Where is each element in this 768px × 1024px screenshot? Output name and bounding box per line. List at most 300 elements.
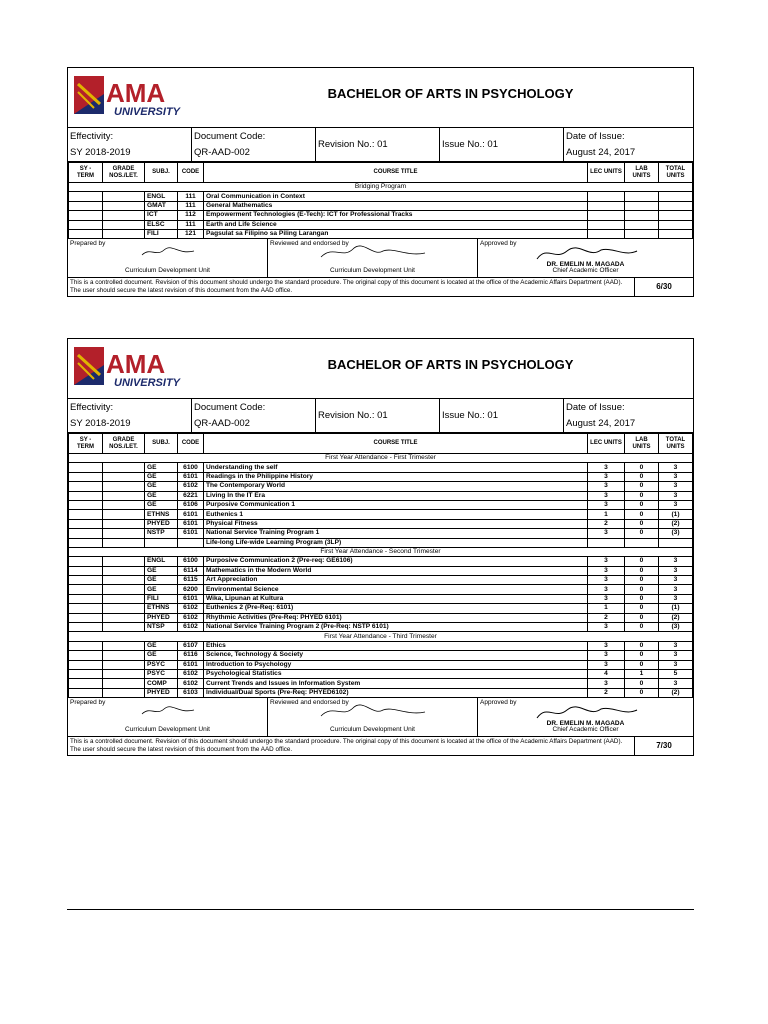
table-row: [69, 463, 693, 472]
course-table-page-1: [68, 162, 693, 239]
table-row: [69, 192, 693, 201]
table-row: [69, 211, 693, 220]
approved-name: DR. EMELIN M. MAGADA: [546, 261, 625, 269]
lab-cell: 0: [625, 529, 659, 538]
grade-cell: [103, 463, 145, 472]
subj-cell: NTSP: [145, 623, 178, 632]
term-cell: [69, 688, 103, 697]
table-row: [69, 679, 693, 688]
term-cell: [69, 538, 103, 547]
col-term: SY - TERM: [69, 434, 103, 454]
title-cell: Purposive Communication 2 (Pre-req: GE6106): [204, 557, 588, 566]
subj-cell: ICT: [145, 211, 178, 220]
title-cell: Euthenics 1: [204, 510, 588, 519]
lec-cell: 1: [588, 510, 625, 519]
page-header: [68, 339, 693, 399]
controlled-document-notice: This is a controlled document. Revision of this document should undergo the standard procedure. The original copy of this document is located at the office of the Academic Affairs Department (AAD). The user should secure the latest revision of this document from the AAD office.: [68, 278, 635, 296]
total-cell: 3: [659, 482, 693, 491]
table-header-row: [69, 434, 693, 454]
grade-cell: [103, 688, 145, 697]
title-cell: Empowerment Technologies (E-Tech): ICT for Professional Tracks: [204, 211, 588, 220]
subj-cell: GE: [145, 576, 178, 585]
lab-cell: 1: [625, 669, 659, 678]
term-cell: [69, 641, 103, 650]
lec-cell: [588, 538, 625, 547]
reviewed-by-label: Reviewed and endorsed by: [270, 699, 349, 707]
signature-block: [68, 239, 693, 278]
title-cell: Pagsulat sa Filipino sa Piling Larangan: [204, 229, 588, 238]
title-cell: The Contemporary World: [204, 482, 588, 491]
col-total: TOTAL UNITS: [659, 434, 693, 454]
title-cell: Individual/Dual Sports (Pre-Req: PHYED6102): [204, 688, 588, 697]
total-cell: [659, 229, 693, 238]
grade-cell: [103, 201, 145, 210]
approved-by-label: Approved by: [480, 240, 517, 248]
col-title: COURSE TITLE: [204, 163, 588, 183]
subj-cell: GE: [145, 641, 178, 650]
lec-cell: 3: [588, 641, 625, 650]
subj-cell: GE: [145, 482, 178, 491]
lec-cell: 2: [588, 613, 625, 622]
code-value: QR-AAD-002: [194, 147, 250, 158]
code-cell: 111: [178, 220, 204, 229]
total-cell: 3: [659, 641, 693, 650]
reviewed-by-label: Reviewed and endorsed by: [270, 240, 349, 248]
col-lec: LEC UNITS: [588, 434, 625, 454]
date-label: Date of Issue:: [566, 402, 625, 413]
subj-cell: PHYED: [145, 688, 178, 697]
section-row: [69, 632, 693, 641]
document-footer: [68, 737, 693, 755]
grade-cell: [103, 491, 145, 500]
lec-cell: 3: [588, 491, 625, 500]
title-cell: Euthenics 2 (Pre-Req: 6101): [204, 604, 588, 613]
grade-cell: [103, 211, 145, 220]
title-cell: National Service Training Program 2 (Pre-Req: NSTP 6101): [204, 623, 588, 632]
lab-cell: 0: [625, 613, 659, 622]
code-cell: 6200: [178, 585, 204, 594]
table-row: [69, 688, 693, 697]
grade-cell: [103, 576, 145, 585]
lab-cell: 0: [625, 660, 659, 669]
title-cell: National Service Training Program 1: [204, 529, 588, 538]
code-cell: 6102: [178, 679, 204, 688]
total-cell: 3: [659, 566, 693, 575]
table-row: [69, 510, 693, 519]
code-cell: 6101: [178, 510, 204, 519]
grade-cell: [103, 557, 145, 566]
code-cell: 6102: [178, 623, 204, 632]
code-cell: 6100: [178, 463, 204, 472]
code-cell: [178, 538, 204, 547]
document-title: BACHELOR OF ARTS IN PSYCHOLOGY: [327, 86, 574, 101]
col-code: CODE: [178, 163, 204, 183]
lab-cell: 0: [625, 641, 659, 650]
col-title: COURSE TITLE: [204, 434, 588, 454]
total-cell: 5: [659, 669, 693, 678]
approved-by-label: Approved by: [480, 699, 517, 707]
term-cell: [69, 201, 103, 210]
section-title: Bridging Program: [69, 183, 693, 192]
prepared-by-label: Prepared by: [70, 699, 106, 707]
lab-cell: 0: [625, 500, 659, 509]
subj-cell: FILI: [145, 594, 178, 603]
code-cell: 6115: [178, 576, 204, 585]
total-cell: 3: [659, 594, 693, 603]
lab-cell: 0: [625, 651, 659, 660]
subj-cell: ENGL: [145, 557, 178, 566]
lab-cell: 0: [625, 557, 659, 566]
subj-cell: ETHNS: [145, 604, 178, 613]
ama-university-logo: [74, 345, 194, 391]
lab-cell: 0: [625, 623, 659, 632]
total-cell: (3): [659, 623, 693, 632]
lec-cell: 3: [588, 585, 625, 594]
term-cell: [69, 482, 103, 491]
grade-cell: [103, 585, 145, 594]
col-term: SY - TERM: [69, 163, 103, 183]
svg-text:AMA: AMA: [106, 78, 166, 108]
lec-cell: 4: [588, 669, 625, 678]
title-cell: Science, Technology & Society: [204, 651, 588, 660]
table-row: [69, 594, 693, 603]
document-page-2: [67, 338, 694, 756]
total-cell: (1): [659, 510, 693, 519]
title-cell: Art Appreciation: [204, 576, 588, 585]
document-page-1: [67, 67, 694, 297]
section-row: [69, 547, 693, 556]
subj-cell: [145, 538, 178, 547]
document-footer: [68, 278, 693, 296]
controlled-document-notice: This is a controlled document. Revision of this document should undergo the standard procedure. The original copy of this document is located at the office of the Academic Affairs Department (AAD). The user should secure the latest revision of this document from the AAD office.: [68, 737, 635, 755]
table-row: [69, 623, 693, 632]
grade-cell: [103, 500, 145, 509]
reviewed-name: Curriculum Development Unit: [330, 267, 415, 275]
date-value: August 24, 2017: [566, 147, 636, 158]
section-row: [69, 183, 693, 192]
prepared-signature: [138, 245, 198, 259]
total-cell: 3: [659, 491, 693, 500]
code-cell: 6102: [178, 669, 204, 678]
lec-cell: 2: [588, 519, 625, 528]
document-meta: [68, 128, 693, 162]
subj-cell: GE: [145, 585, 178, 594]
total-cell: (2): [659, 613, 693, 622]
lab-cell: 0: [625, 472, 659, 481]
table-row: [69, 529, 693, 538]
page-header: [68, 68, 693, 128]
term-cell: [69, 229, 103, 238]
col-grade: GRADE NOS./LET.: [103, 434, 145, 454]
subj-cell: GE: [145, 463, 178, 472]
title-cell: Rhythmic Activities (Pre-Req: PHYED 6101): [204, 613, 588, 622]
table-row: [69, 538, 693, 547]
lab-cell: 0: [625, 519, 659, 528]
col-subj: SUBJ.: [145, 434, 178, 454]
table-row: [69, 491, 693, 500]
grade-cell: [103, 220, 145, 229]
title-cell: Ethics: [204, 641, 588, 650]
table-row: [69, 220, 693, 229]
subj-cell: ELSC: [145, 220, 178, 229]
term-cell: [69, 557, 103, 566]
lab-cell: 0: [625, 576, 659, 585]
table-row: [69, 500, 693, 509]
grade-cell: [103, 669, 145, 678]
col-subj: SUBJ.: [145, 163, 178, 183]
table-header-row: [69, 163, 693, 183]
revision-no: Revision No.: 01: [318, 139, 388, 150]
term-cell: [69, 500, 103, 509]
term-cell: [69, 510, 103, 519]
term-cell: [69, 604, 103, 613]
code-cell: 6101: [178, 519, 204, 528]
subj-cell: ENGL: [145, 192, 178, 201]
grade-cell: [103, 229, 145, 238]
table-row: [69, 651, 693, 660]
page-separator-line: [67, 909, 694, 910]
subj-cell: GE: [145, 500, 178, 509]
code-cell: 121: [178, 229, 204, 238]
grade-cell: [103, 604, 145, 613]
prepared-by-label: Prepared by: [70, 240, 106, 248]
code-cell: 6103: [178, 688, 204, 697]
lab-cell: [625, 192, 659, 201]
code-cell: 6101: [178, 660, 204, 669]
title-cell: Psychological Statistics: [204, 669, 588, 678]
section-title: First Year Attendance - Third Trimester: [69, 632, 693, 641]
total-cell: 3: [659, 679, 693, 688]
svg-text:UNIVERSITY: UNIVERSITY: [114, 106, 181, 118]
total-cell: (2): [659, 688, 693, 697]
approved-role: Chief Academic Officer: [552, 726, 619, 734]
term-cell: [69, 472, 103, 481]
lec-cell: [588, 220, 625, 229]
title-cell: Earth and Life Science: [204, 220, 588, 229]
total-cell: 3: [659, 576, 693, 585]
issue-no: Issue No.: 01: [442, 139, 498, 150]
table-row: [69, 604, 693, 613]
table-row: [69, 482, 693, 491]
lab-cell: [625, 211, 659, 220]
total-cell: 3: [659, 557, 693, 566]
total-cell: [659, 211, 693, 220]
code-cell: 6107: [178, 641, 204, 650]
approved-role: Chief Academic Officer: [552, 267, 619, 275]
grade-cell: [103, 472, 145, 481]
lab-cell: 0: [625, 491, 659, 500]
lab-cell: 0: [625, 463, 659, 472]
table-row: [69, 641, 693, 650]
total-cell: 3: [659, 651, 693, 660]
title-cell: Life-long Life-wide Learning Program (3LP): [204, 538, 588, 547]
lab-cell: [625, 229, 659, 238]
term-cell: [69, 566, 103, 575]
code-cell: 112: [178, 211, 204, 220]
col-lab: LAB UNITS: [625, 163, 659, 183]
subj-cell: GE: [145, 491, 178, 500]
grade-cell: [103, 519, 145, 528]
lec-cell: 3: [588, 566, 625, 575]
total-cell: 3: [659, 660, 693, 669]
subj-cell: ETHNS: [145, 510, 178, 519]
lab-cell: 0: [625, 688, 659, 697]
term-cell: [69, 585, 103, 594]
reviewed-signature: [313, 704, 433, 720]
lab-cell: [625, 220, 659, 229]
effectivity-label: Effectivity:: [70, 402, 114, 413]
title-cell: General Mathematics: [204, 201, 588, 210]
prepared-signature: [138, 704, 198, 718]
lab-cell: [625, 538, 659, 547]
code-cell: 6101: [178, 529, 204, 538]
term-cell: [69, 623, 103, 632]
revision-no: Revision No.: 01: [318, 410, 388, 421]
subj-cell: PHYED: [145, 519, 178, 528]
term-cell: [69, 669, 103, 678]
reviewed-name: Curriculum Development Unit: [330, 726, 415, 734]
term-cell: [69, 220, 103, 229]
lab-cell: 0: [625, 604, 659, 613]
svg-text:UNIVERSITY: UNIVERSITY: [114, 377, 181, 389]
term-cell: [69, 594, 103, 603]
title-cell: Readings in the Philippine History: [204, 472, 588, 481]
lec-cell: 3: [588, 472, 625, 481]
term-cell: [69, 463, 103, 472]
signature-block: [68, 698, 693, 737]
table-row: [69, 669, 693, 678]
code-cell: 6106: [178, 500, 204, 509]
col-code: CODE: [178, 434, 204, 454]
title-cell: Understanding the self: [204, 463, 588, 472]
page-number: 7/30: [656, 741, 672, 751]
grade-cell: [103, 623, 145, 632]
table-row: [69, 519, 693, 528]
col-lec: LEC UNITS: [588, 163, 625, 183]
lec-cell: 3: [588, 594, 625, 603]
grade-cell: [103, 651, 145, 660]
effectivity-value: SY 2018-2019: [70, 418, 131, 429]
term-cell: [69, 576, 103, 585]
reviewed-signature: [313, 245, 433, 261]
table-row: [69, 585, 693, 594]
total-cell: [659, 192, 693, 201]
term-cell: [69, 192, 103, 201]
grade-cell: [103, 510, 145, 519]
code-cell: 111: [178, 192, 204, 201]
col-total: TOTAL UNITS: [659, 163, 693, 183]
code-cell: 6114: [178, 566, 204, 575]
title-cell: Current Trends and Issues in Information System: [204, 679, 588, 688]
total-cell: (2): [659, 519, 693, 528]
term-cell: [69, 679, 103, 688]
code-cell: 6102: [178, 482, 204, 491]
col-grade: GRADE NOS./LET.: [103, 163, 145, 183]
table-row: [69, 557, 693, 566]
term-cell: [69, 491, 103, 500]
subj-cell: PSYC: [145, 669, 178, 678]
lab-cell: 0: [625, 566, 659, 575]
term-cell: [69, 613, 103, 622]
lab-cell: 0: [625, 482, 659, 491]
section-title: First Year Attendance - Second Trimester: [69, 547, 693, 556]
table-row: [69, 566, 693, 575]
grade-cell: [103, 566, 145, 575]
table-row: [69, 472, 693, 481]
grade-cell: [103, 594, 145, 603]
title-cell: Oral Communication in Context: [204, 192, 588, 201]
document-title: BACHELOR OF ARTS IN PSYCHOLOGY: [327, 357, 574, 372]
title-cell: Purposive Communication 1: [204, 500, 588, 509]
ama-university-logo: [74, 74, 194, 120]
lec-cell: 3: [588, 576, 625, 585]
lab-cell: 0: [625, 594, 659, 603]
lab-cell: [625, 201, 659, 210]
total-cell: (3): [659, 529, 693, 538]
approved-name: DR. EMELIN M. MAGADA: [546, 720, 625, 728]
total-cell: 3: [659, 472, 693, 481]
term-cell: [69, 211, 103, 220]
total-cell: 3: [659, 463, 693, 472]
code-cell: 111: [178, 201, 204, 210]
lab-cell: 0: [625, 679, 659, 688]
total-cell: (1): [659, 604, 693, 613]
total-cell: 3: [659, 500, 693, 509]
term-cell: [69, 529, 103, 538]
date-label: Date of Issue:: [566, 131, 625, 142]
grade-cell: [103, 529, 145, 538]
code-cell: 6102: [178, 613, 204, 622]
grade-cell: [103, 613, 145, 622]
title-cell: Physical Fitness: [204, 519, 588, 528]
lec-cell: [588, 192, 625, 201]
lec-cell: 1: [588, 604, 625, 613]
lec-cell: 3: [588, 529, 625, 538]
code-cell: 6101: [178, 594, 204, 603]
subj-cell: FILI: [145, 229, 178, 238]
issue-no: Issue No.: 01: [442, 410, 498, 421]
prepared-name: Curriculum Development Unit: [125, 267, 210, 275]
code-cell: 6100: [178, 557, 204, 566]
code-label: Document Code:: [194, 131, 266, 142]
subj-cell: NSTP: [145, 529, 178, 538]
effectivity-value: SY 2018-2019: [70, 147, 131, 158]
subj-cell: GE: [145, 651, 178, 660]
course-table-page-2: [68, 433, 693, 698]
table-row: [69, 229, 693, 238]
table-row: [69, 201, 693, 210]
title-cell: Living In the IT Era: [204, 491, 588, 500]
grade-cell: [103, 192, 145, 201]
code-cell: 6116: [178, 651, 204, 660]
subj-cell: PHYED: [145, 613, 178, 622]
grade-cell: [103, 660, 145, 669]
code-cell: 6101: [178, 472, 204, 481]
code-cell: 6221: [178, 491, 204, 500]
code-value: QR-AAD-002: [194, 418, 250, 429]
total-cell: [659, 538, 693, 547]
grade-cell: [103, 641, 145, 650]
lec-cell: 3: [588, 679, 625, 688]
lec-cell: 2: [588, 688, 625, 697]
lab-cell: 0: [625, 510, 659, 519]
lec-cell: [588, 211, 625, 220]
grade-cell: [103, 679, 145, 688]
term-cell: [69, 519, 103, 528]
term-cell: [69, 660, 103, 669]
svg-text:AMA: AMA: [106, 349, 166, 379]
total-cell: [659, 201, 693, 210]
